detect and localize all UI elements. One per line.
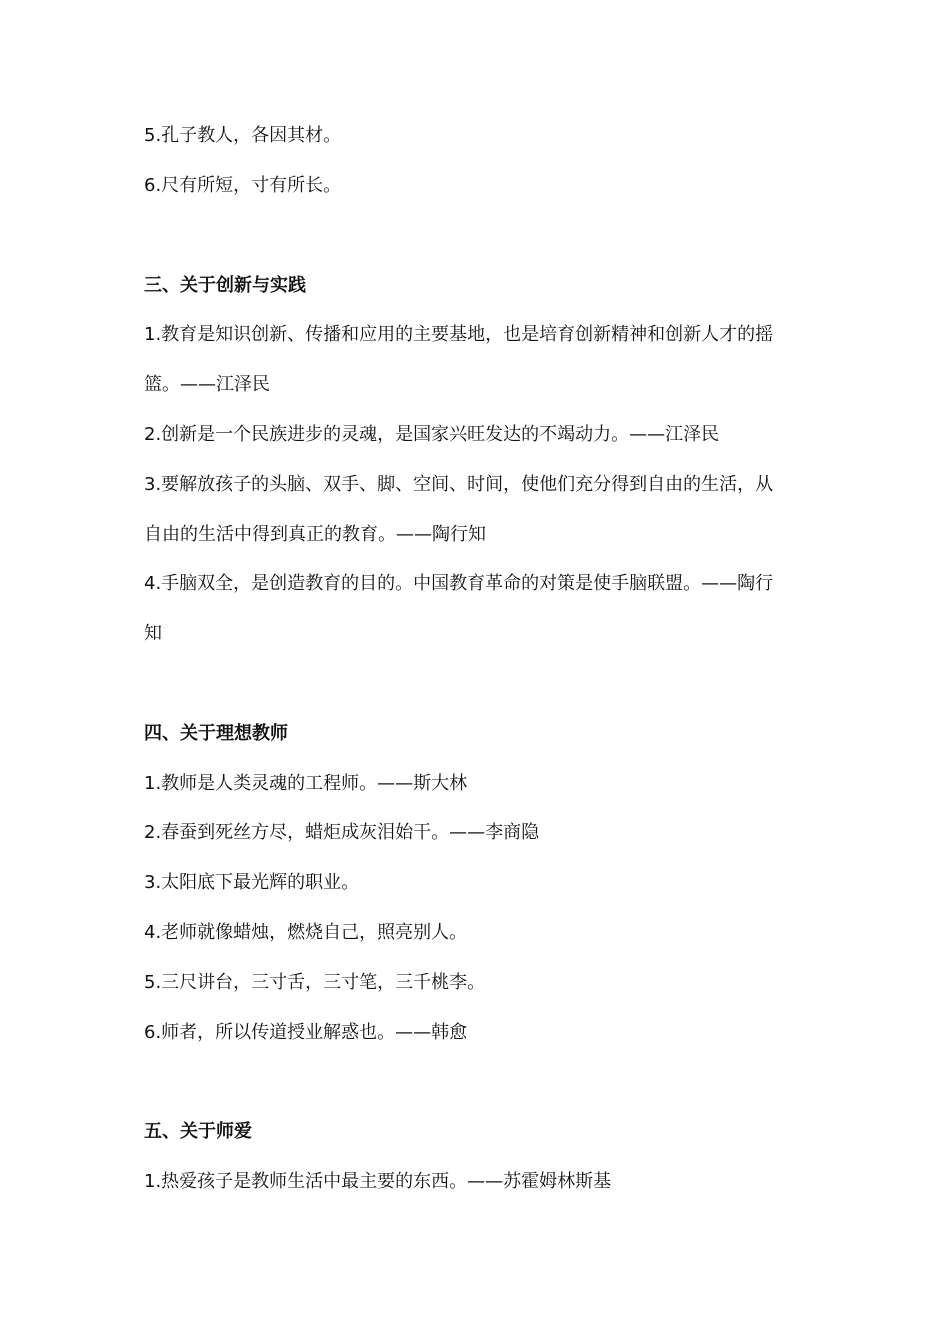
quote-line: 2.创新是一个民族进步的灵魂，是国家兴旺发达的不竭动力。——江泽民 (144, 424, 720, 445)
quote-line: 3.要解放孩子的头脑、双手、脚、空间、时间，使他们充分得到自由的生活，从 (144, 474, 774, 495)
quote-line: 4.老师就像蜡烛，燃烧自己，照亮别人。 (144, 922, 468, 943)
quote-line: 6.师者，所以传道授业解惑也。——韩愈 (144, 1022, 468, 1043)
quote-line-continuation: 自由的生活中得到真正的教育。——陶行知 (144, 524, 486, 545)
quote-line: 5.三尺讲台，三寸舌，三寸笔，三千桃李。 (144, 972, 486, 993)
quote-line: 6.尺有所短，寸有所长。 (144, 175, 342, 196)
quote-line: 1.热爱孩子是教师生活中最主要的东西。——苏霍姆林斯基 (144, 1171, 612, 1192)
section-heading: 五、关于师爱 (144, 1121, 252, 1142)
quote-line: 3.太阳底下最光辉的职业。 (144, 872, 360, 893)
quote-line: 5.孔子教人，各因其材。 (144, 125, 342, 146)
quote-line: 2.春蚕到死丝方尽，蜡炬成灰泪始干。——李商隐 (144, 822, 540, 843)
quote-line: 4.手脑双全，是创造教育的目的。中国教育革命的对策是使手脑联盟。——陶行 (144, 573, 774, 594)
quote-line-continuation: 知 (144, 623, 162, 644)
section-heading: 四、关于理想教师 (144, 723, 288, 744)
quote-line: 1.教师是人类灵魂的工程师。——斯大林 (144, 773, 468, 794)
quote-line: 1.教育是知识创新、传播和应用的主要基地，也是培育创新精神和创新人才的摇 (144, 324, 774, 345)
section-heading: 三、关于创新与实践 (144, 275, 306, 296)
quote-line-continuation: 篮。——江泽民 (144, 374, 270, 395)
